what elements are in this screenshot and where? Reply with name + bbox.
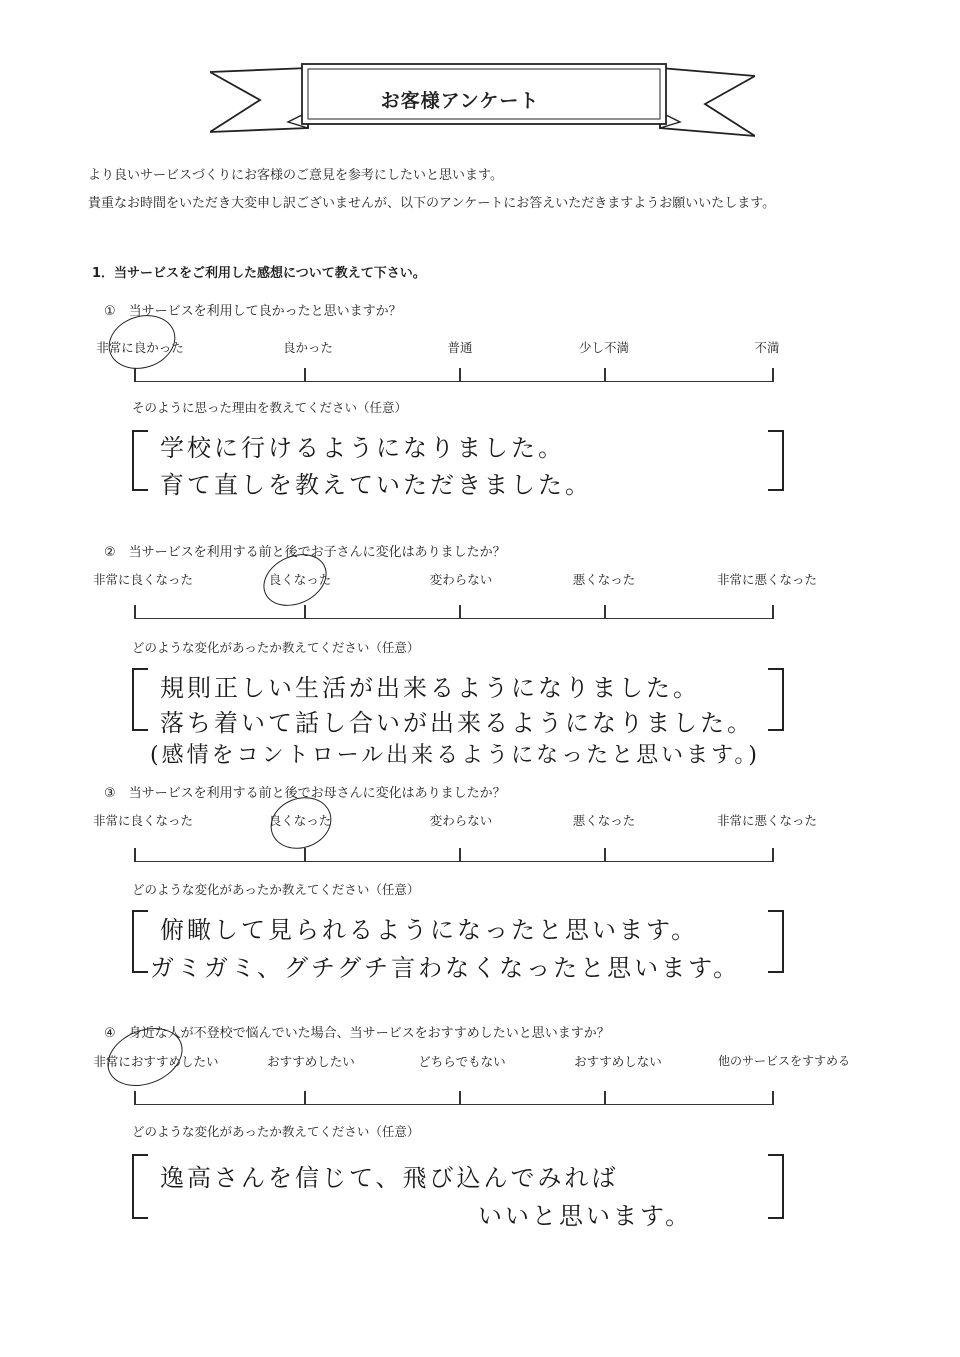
q4-option-2[interactable]: おすすめしたい xyxy=(267,1054,355,1069)
q1-answer-line-1: 学校に行けるようになりました。 xyxy=(160,434,565,462)
q2-answer-line-2: 落ち着いて話し合いが出来るようになりました。 xyxy=(160,709,754,737)
q2-answer-line-3: (感情をコントロール出来るようになったと思います。) xyxy=(150,743,760,768)
q1-option-2[interactable]: 良かった xyxy=(282,340,334,355)
q3-option-4[interactable]: 悪くなった xyxy=(572,813,636,828)
q3-rating-scale xyxy=(134,847,774,862)
q2-rating-scale xyxy=(134,604,774,619)
q3-option-2[interactable]: 良くなった xyxy=(268,813,332,828)
q2-right-bracket xyxy=(764,666,788,734)
q1-option-5[interactable]: 不満 xyxy=(754,340,780,355)
q1-rating-scale xyxy=(134,367,774,382)
q3-left-bracket xyxy=(128,908,152,976)
q2-left-bracket xyxy=(128,666,152,734)
intro-line-2: 貴重なお時間をいただき大変申し訳ございませんが、以下のアンケートにお答えいただきますようお願いいたします。 xyxy=(88,196,776,211)
q1-left-bracket xyxy=(128,428,152,494)
q3-answer-line-1: 俯瞰して見られるようになったと思います。 xyxy=(160,916,699,944)
q2-change-prompt: どのような変化があったか教えてください（任意） xyxy=(132,640,420,655)
q1-option-3[interactable]: 普通 xyxy=(447,340,473,355)
intro-line-1: より良いサービスづくりにお客様のご意見を参考にしたいと思います。 xyxy=(88,168,503,183)
q1-option-1[interactable]: 非常に良かった xyxy=(96,340,184,355)
section-title: 1．当サービスをご利用した感想について教えて下さい。 xyxy=(92,266,426,281)
q2-option-2[interactable]: 良くなった xyxy=(268,572,332,587)
q2-answer-line-1: 規則正しい生活が出来るようになりました。 xyxy=(160,674,700,702)
q2-option-1[interactable]: 非常に良くなった xyxy=(92,572,194,587)
question-3-title: ③ 当サービスを利用する前と後でお母さんに変化はありましたか？ xyxy=(104,786,506,801)
q4-left-bracket xyxy=(128,1152,152,1222)
q4-option-3[interactable]: どちらでもない xyxy=(418,1054,506,1069)
q4-option-5[interactable]: 他のサービスをすすめる xyxy=(717,1054,851,1068)
q2-option-5[interactable]: 非常に悪くなった xyxy=(716,572,818,587)
q2-option-3[interactable]: 変わらない xyxy=(429,572,493,587)
q4-comment-prompt: どのような変化があったか教えてください（任意） xyxy=(132,1124,420,1139)
q1-right-bracket xyxy=(764,428,788,494)
q4-right-bracket xyxy=(764,1152,788,1222)
q3-option-3[interactable]: 変わらない xyxy=(429,813,493,828)
q4-answer-line-2: いいと思います。 xyxy=(478,1202,693,1230)
q3-option-5[interactable]: 非常に悪くなった xyxy=(716,813,818,828)
q3-answer-line-2: ガミガミ、グチグチ言わなくなったと思います。 xyxy=(150,954,741,982)
survey-title: お客様アンケート xyxy=(380,90,540,112)
question-4-title: ④ 身近な人が不登校で悩んでいた場合、当サービスをおすすめしたいと思いますか？ xyxy=(104,1026,610,1041)
q2-option-4[interactable]: 悪くなった xyxy=(572,572,636,587)
q3-change-prompt: どのような変化があったか教えてください（任意） xyxy=(132,882,420,897)
q4-option-1[interactable]: 非常におすすめしたい xyxy=(93,1054,219,1069)
q4-answer-line-1: 逸高さんを信じて、飛び込んでみれば xyxy=(160,1164,619,1192)
question-1-title: ① 当サービスを利用して良かったと思いますか？ xyxy=(104,304,402,319)
q4-option-4[interactable]: おすすめしない xyxy=(574,1054,662,1069)
q3-right-bracket xyxy=(764,908,788,976)
q1-answer-line-2: 育て直しを教えていただきました。 xyxy=(160,471,592,499)
q4-rating-scale xyxy=(134,1090,774,1105)
question-2-title: ② 当サービスを利用する前と後でお子さんに変化はありましたか？ xyxy=(104,545,506,560)
q3-option-1[interactable]: 非常に良くなった xyxy=(92,813,194,828)
q1-option-4[interactable]: 少し不満 xyxy=(578,340,630,355)
q1-reason-prompt: そのように思った理由を教えてください（任意） xyxy=(132,400,408,415)
